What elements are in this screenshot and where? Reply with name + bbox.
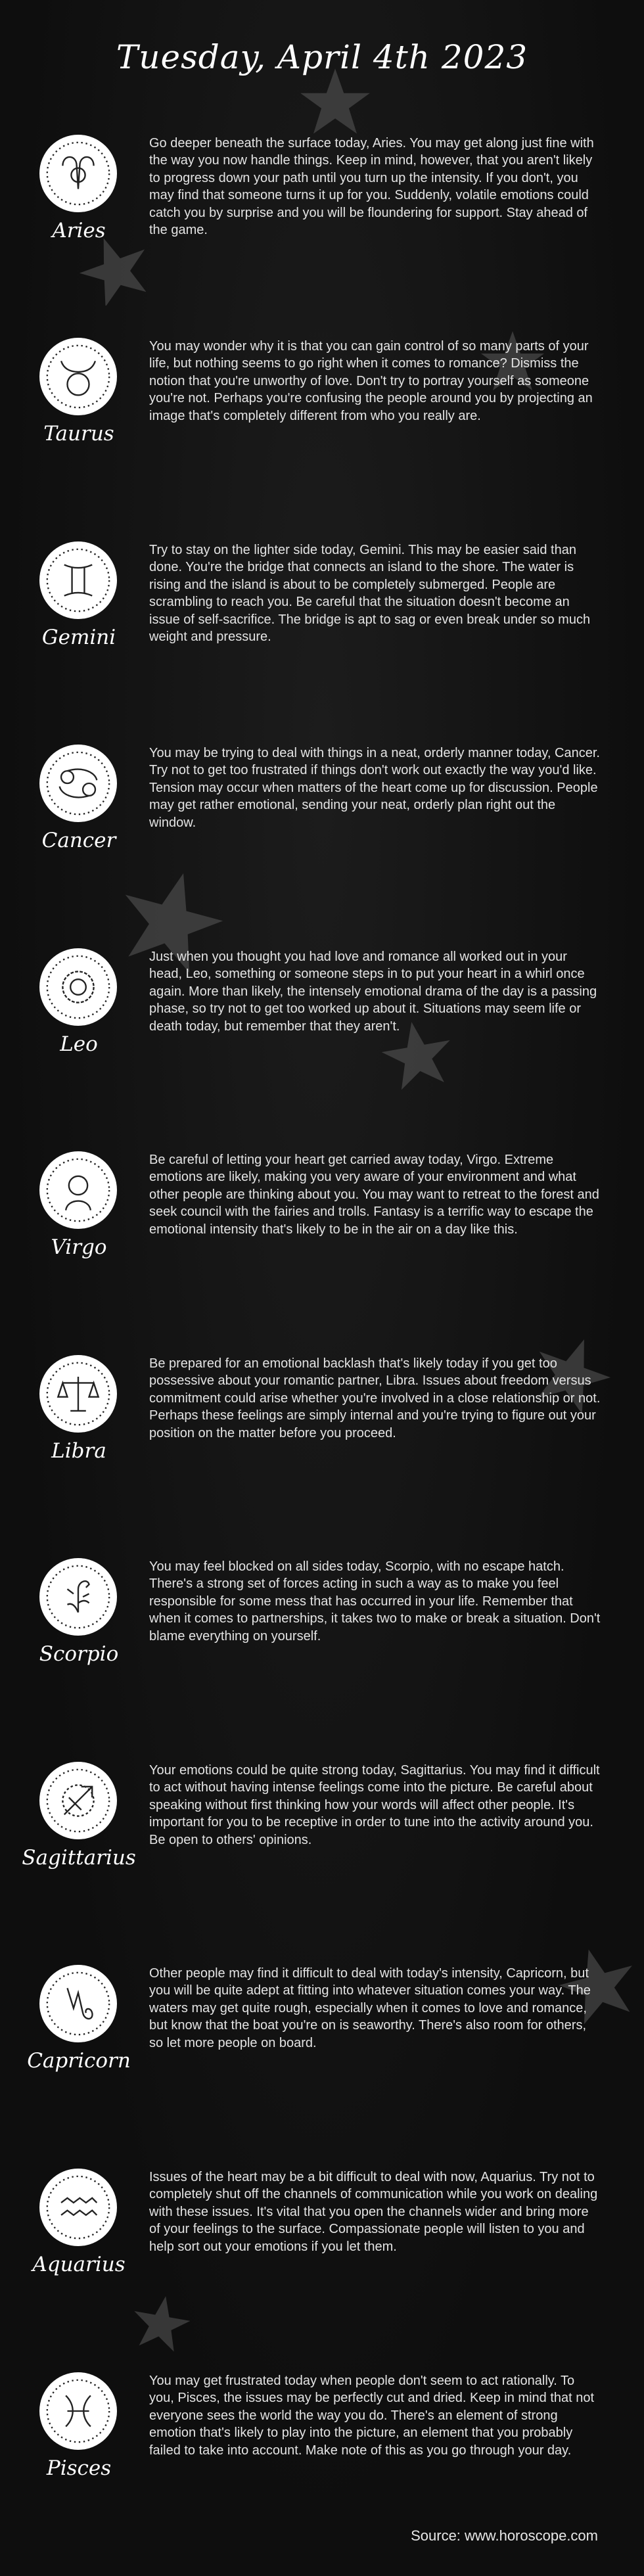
horoscope-text: You may wonder why it is that you can gain control of so many parts of your life, but nothing seems to go right when it comes to romance? Dismiss the notion that you're unworthy of love. Don't try to portray yourself as someone you're not. Perhaps you're confusing the people around you by projecting an image that's completely different from who you really are. — [149, 339, 593, 423]
sign-name: Capricorn — [27, 2049, 131, 2073]
sign-name: Virgo — [51, 1235, 107, 1259]
horoscope-text: Go deeper beneath the surface today, Aries. You may get along just fine with the way you now handle things. Keep in mind, however, that you aren't likely to progress down your path until you turn up the intensity. If you don't, you may find that someone turns it up for you. Suddenly, volatile emotions could catch you by surprise and you will be floundering for support. Stay ahead of the game. — [149, 136, 594, 238]
sign-name: Gemini — [41, 626, 116, 649]
taurus-icon — [39, 338, 117, 415]
libra-icon — [39, 1355, 117, 1433]
horoscope-entry-aries — [0, 135, 644, 332]
horoscope-entry-scorpio — [0, 1558, 644, 1755]
sign-name: Leo — [60, 1032, 98, 1056]
horoscope-entry-leo — [0, 948, 644, 1145]
horoscope-entry-aquarius — [0, 2169, 644, 2366]
cancer-icon — [39, 745, 117, 822]
scorpio-icon — [39, 1558, 117, 1636]
horoscope-entry-gemini — [0, 541, 644, 739]
page-title: Tuesday, April 4th 2023 — [116, 38, 528, 76]
horoscope-text: Your emotions could be quite strong today, Sagittarius. You may find it difficult to act without having intense feelings come into the picture. Be careful about speaking without first thinking how your words will affect other people. It's important for you to be receptive in order to tune into the activity around you. Be open to others' opinions. — [149, 1763, 600, 1847]
horoscope-entry-taurus — [0, 338, 644, 535]
aries-icon — [39, 135, 117, 212]
horoscope-text: Be prepared for an emotional backlash that's likely today if you get too possessive about your romantic partner, Libra. Issues about freedom versus commitment could arise whether you're involved in a close relationship or not. Perhaps these feelings are simply internal and you're trying to figure out your position on the matter before you proceed. — [149, 1356, 601, 1440]
source-credit: Source: www.horoscope.com — [411, 2527, 598, 2544]
sign-name: Cancer — [41, 829, 116, 852]
horoscope-text: Other people may find it difficult to deal with today's intensity, Capricorn, but you will be quite adept at fitting into whatever situation comes your way. The waters may get quite rough, especially when it comes to love and romance, but know that the boat you're on is seaworthy. There's also room for others, so let more people on board. — [149, 1966, 591, 2050]
virgo-icon — [39, 1151, 117, 1229]
horoscope-text: You may be trying to deal with things in a neat, orderly manner today, Cancer. Try not to get too frustrated if things don't work out exactly the way you'd like. Tension may occur when matters of the heart come up for discussion. People may get rather emotional, sending your neat, orderly plan right out the window. — [149, 746, 600, 830]
sign-name: Sagittarius — [22, 1846, 136, 1870]
sign-name: Taurus — [43, 422, 114, 446]
sagittarius-icon — [39, 1762, 117, 1839]
sign-name: Aries — [52, 219, 106, 242]
sign-name: Pisces — [46, 2456, 112, 2480]
horoscope-text: You may feel blocked on all sides today, Scorpio, with no escape hatch. There's a strong set of forces acting in such a way as to make you feel responsible for some mess that has occurred in your life. Remember that when it comes to partnerships, it takes two to make or break a situation. Don't blame everything on yourself. — [149, 1559, 601, 1644]
gemini-icon — [39, 541, 117, 619]
horoscope-text: Issues of the heart may be a bit difficult to deal with now, Aquarius. Try not to completely shut off the channels of communication while you work on dealing with these issues. It's vital that you open the channels wider and bring more of your feelings to the surface. Compassionate people will listen to you and help sort out your emotions if you let them. — [149, 2170, 598, 2254]
horoscope-entry-cancer — [0, 745, 644, 942]
horoscope-entry-virgo — [0, 1151, 644, 1348]
horoscope-text: You may get frustrated today when people don't seem to act rationally. To you, Pisces, the issues may be perfectly cut and dried. Keep in mind that not everyone sees the world the way you do. There's an element of strong emotion that's likely to play into the picture, an element that you probably failed to take into account. Make note of this as you go through your day. — [149, 2374, 595, 2458]
horoscope-entry-sagittarius — [0, 1762, 644, 1959]
sign-name: Scorpio — [39, 1642, 119, 1666]
horoscope-text: Just when you thought you had love and romance all worked out in your head, Leo, something or someone steps in to put your heart in a whirl once again. More than likely, the intensely emotional drama of the day is a passing phase, so try not to get too worked up about it. Situations may seem life or death today, but remember that they aren't. — [149, 950, 597, 1034]
capricorn-icon — [39, 1965, 117, 2042]
horoscope-text: Be careful of letting your heart get carried away today, Virgo. Extreme emotions are likely, making you very aware of your environment and what other people are thinking about you. You may want to retreat to the forest and seek council with the fairies and trolls. Fantasy is a terrific way to escape the emotional intensity that's likely to be in the air on a day like this. — [149, 1153, 599, 1237]
aquarius-icon — [39, 2169, 117, 2246]
leo-icon — [39, 948, 117, 1026]
background-star-icon — [299, 66, 371, 138]
horoscope-entry-libra — [0, 1355, 644, 1552]
horoscope-text: Try to stay on the lighter side today, Gemini. This may be easier said than done. You're the bridge that connects an island to the shore. The water is rising and the island is about to be completely submerged. People are scrambling to reach you. Be careful that the situation doesn't become an issue of self-sacrifice. The bridge is apt to sag or even break under so much weight and pressure. — [149, 543, 591, 645]
horoscope-entry-capricorn — [0, 1965, 644, 2162]
pisces-icon — [39, 2372, 117, 2450]
sign-name: Aquarius — [32, 2253, 126, 2276]
sign-name: Libra — [51, 1439, 106, 1463]
